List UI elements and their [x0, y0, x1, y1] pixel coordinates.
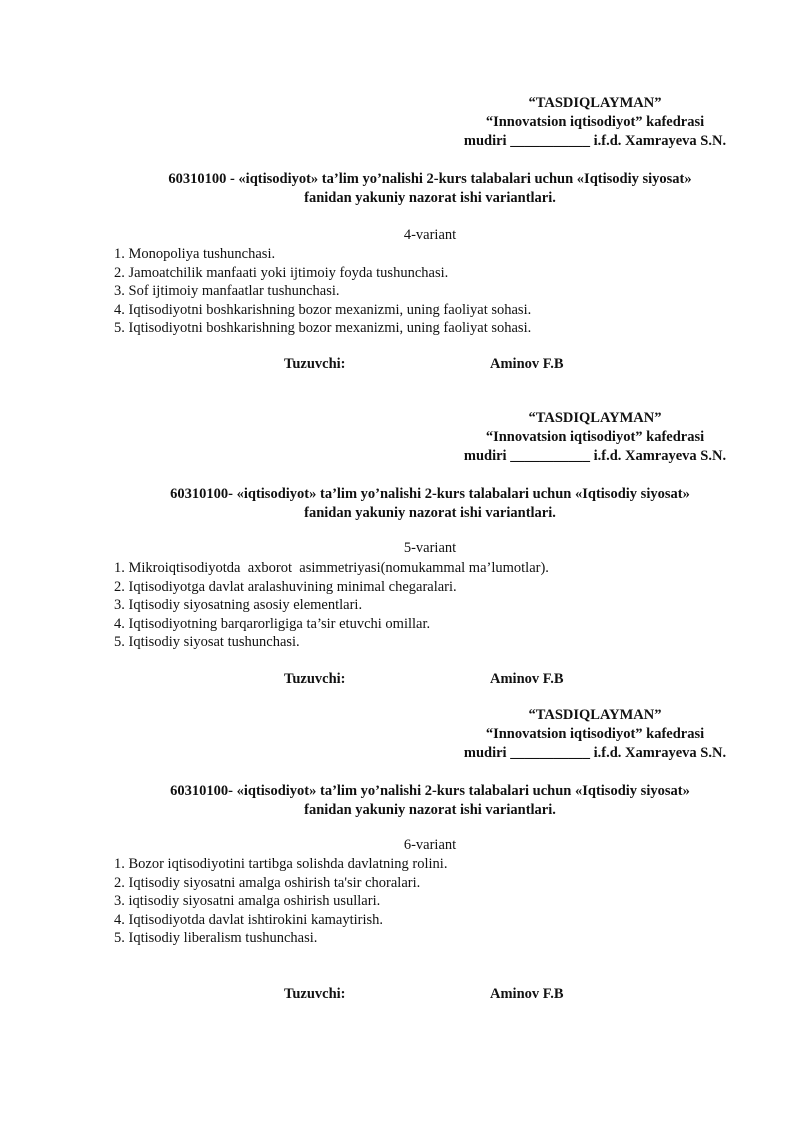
list-item: 3. iqtisodiy siyosatni amalga oshirish usullari.: [114, 893, 381, 909]
list-item: 1. Monopoliya tushunchasi.: [114, 246, 276, 262]
list-item: 5. Iqtisodiy liberalism tushunchasi.: [114, 930, 318, 946]
approval-header: [440, 409, 750, 466]
title-line: fanidan yakuniy nazorat ishi variantlari.: [304, 190, 556, 206]
approval-head: mudiri ___________ i.f.d. Xamrayeva S.N.: [463, 133, 727, 149]
list-item: 3. Iqtisodiy siyosatning asosiy elementlari.: [114, 597, 363, 613]
approval-head: mudiri ___________ i.f.d. Xamrayeva S.N.: [463, 448, 727, 464]
question-list: [114, 559, 549, 652]
list-item: 1. Mikroiqtisodiyotda axborot asimmetriyasi(nomukammal ma’lumotlar).: [114, 560, 549, 576]
list-item: 4. Iqtisodiyotning barqarorligiga ta’sir etuvchi omillar.: [114, 615, 431, 632]
list-item: 5. Iqtisodiy siyosat tushunchasi.: [114, 634, 300, 650]
title-line: 60310100- «iqtisodiyot» ta’lim yo’nalishi 2-kurs talabalari uchun «Iqtisodiy siyosat»: [170, 486, 690, 502]
list-item: 4. Iqtisodiyotda davlat ishtirokini kamaytirish.: [114, 911, 384, 928]
approval-department: “Innovatsion iqtisodiyot” kafedrasi: [485, 114, 705, 130]
list-item: 4. Iqtisodiyotni boshkarishning bozor mexanizmi, uning faoliyat sohasi.: [114, 301, 532, 318]
question-list: [114, 855, 447, 948]
question-list: [114, 245, 531, 338]
document-title: [60, 782, 800, 820]
document-title: [60, 485, 800, 523]
approval-header: [440, 94, 750, 151]
variant-label: 4-variant: [403, 227, 457, 243]
author-label: Tuzuvchi:: [284, 986, 346, 1002]
title-line: 60310100 - «iqtisodiyot» ta’lim yo’nalishi 2-kurs talabalari uchun «Iqtisodiy siyosat»: [168, 171, 692, 187]
list-item: 2. Jamoatchilik manfaati yoki ijtimoiy foyda tushunchasi.: [114, 264, 449, 281]
title-line: fanidan yakuniy nazorat ishi variantlari.: [304, 505, 556, 521]
approval-header: [440, 706, 750, 763]
author-name: Aminov F.B: [490, 356, 564, 372]
list-item: 1. Bozor iqtisodiyotini tartibga solishda davlatning rolini.: [114, 856, 448, 872]
approval-department: “Innovatsion iqtisodiyot” kafedrasi: [485, 429, 705, 445]
approval-head: mudiri ___________ i.f.d. Xamrayeva S.N.: [463, 745, 727, 761]
author-name: Aminov F.B: [490, 671, 564, 687]
approval-title: “TASDIQLAYMAN”: [528, 95, 662, 111]
variant-label: 5-variant: [403, 540, 457, 556]
list-item: 5. Iqtisodiyotni boshkarishning bozor mexanizmi, uning faoliyat sohasi.: [114, 320, 532, 336]
list-item: 3. Sof ijtimoiy manfaatlar tushunchasi.: [114, 283, 340, 299]
author-name: Aminov F.B: [490, 986, 564, 1002]
list-item: 2. Iqtisodiyotga davlat aralashuvining minimal chegaralari.: [114, 578, 457, 595]
approval-title: “TASDIQLAYMAN”: [528, 707, 662, 723]
approval-title: “TASDIQLAYMAN”: [528, 410, 662, 426]
approval-department: “Innovatsion iqtisodiyot” kafedrasi: [485, 726, 705, 742]
title-line: 60310100- «iqtisodiyot» ta’lim yo’nalishi 2-kurs talabalari uchun «Iqtisodiy siyosat»: [170, 783, 690, 799]
author-label: Tuzuvchi:: [284, 356, 346, 372]
list-item: 2. Iqtisodiy siyosatni amalga oshirish ta'sir choralari.: [114, 874, 421, 891]
variant-label: 6-variant: [403, 837, 457, 853]
title-line: fanidan yakuniy nazorat ishi variantlari.: [304, 802, 556, 818]
document-title: [60, 170, 800, 208]
author-label: Tuzuvchi:: [284, 671, 346, 687]
